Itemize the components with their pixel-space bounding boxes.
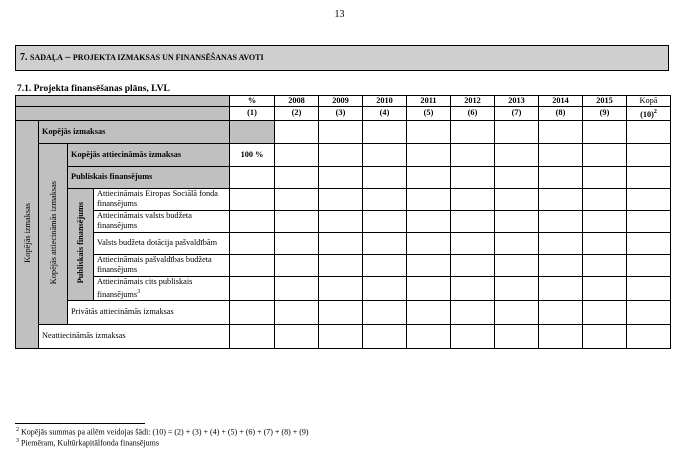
- subsection-title: 7.1. Projekta finansēšanas plāns, LVL: [17, 84, 170, 94]
- header-cell: (4): [363, 107, 407, 121]
- header-cell: (3): [319, 107, 363, 121]
- data-cell: [451, 324, 495, 348]
- data-cell: [583, 120, 627, 143]
- header-cell: 2010: [363, 96, 407, 107]
- data-cell: [407, 166, 451, 188]
- header-cell: (6): [451, 107, 495, 121]
- vertical-label-public: Publiskais finansējums: [68, 188, 94, 300]
- data-cell: [451, 232, 495, 254]
- header-cell: 2015: [583, 96, 627, 107]
- table-row: [16, 210, 671, 232]
- row-label: Privātās attiecināmās izmaksas: [68, 300, 230, 324]
- data-cell: [363, 210, 407, 232]
- row-label: Kopējās izmaksas: [39, 120, 230, 143]
- data-cell: [495, 300, 539, 324]
- header-cell: (8): [539, 107, 583, 121]
- data-cell: [275, 254, 319, 276]
- percent-cell: 100 %: [230, 143, 275, 166]
- data-cell: [451, 188, 495, 210]
- data-cell: [539, 210, 583, 232]
- data-cell: [319, 232, 363, 254]
- data-cell: [407, 300, 451, 324]
- data-cell: [539, 188, 583, 210]
- data-cell: [363, 276, 407, 300]
- financing-plan-table: [15, 95, 671, 349]
- data-cell: [583, 232, 627, 254]
- footnote: [16, 427, 309, 437]
- vertical-label-total: Kopējās izmaksas: [16, 120, 39, 348]
- data-cell: [363, 232, 407, 254]
- data-cell: [407, 210, 451, 232]
- header-row-years: [16, 96, 671, 107]
- table-row: [16, 120, 671, 143]
- data-cell: [230, 300, 275, 324]
- data-cell: [451, 300, 495, 324]
- data-cell: [451, 276, 495, 300]
- footnote-text: Piemēram, Kultūrkapitālfonda finansējums: [21, 438, 159, 448]
- data-cell: [363, 166, 407, 188]
- data-cell: [627, 188, 671, 210]
- data-cell: [495, 232, 539, 254]
- header-cell: 2014: [539, 96, 583, 107]
- data-cell: [495, 324, 539, 348]
- data-cell: [539, 300, 583, 324]
- data-cell: [230, 232, 275, 254]
- header-cell: 2008: [275, 96, 319, 107]
- data-cell: [495, 276, 539, 300]
- footnote-divider: [15, 423, 145, 424]
- section-dash: –: [65, 52, 71, 63]
- header-cell: (2): [275, 107, 319, 121]
- data-cell: [583, 276, 627, 300]
- footnote-mark: 2: [653, 109, 657, 115]
- page-number: 13: [334, 9, 345, 20]
- header-cell: (5): [407, 107, 451, 121]
- row-label: Kopējās attiecināmās izmaksas: [68, 143, 230, 166]
- table-row: [16, 166, 671, 188]
- data-cell: [539, 324, 583, 348]
- data-cell: [495, 120, 539, 143]
- table-row: [16, 188, 671, 210]
- section-number: 7.: [20, 52, 28, 63]
- data-cell: [539, 232, 583, 254]
- data-cell: [275, 143, 319, 166]
- data-cell: [407, 188, 451, 210]
- row-label: Publiskais finansējums: [68, 166, 230, 188]
- data-cell: [627, 276, 671, 300]
- footnote-mark: 3: [137, 288, 141, 295]
- row-label: Attiecināmais Eiropas Sociālā fonda finansējums: [94, 188, 230, 210]
- row-label: Neattiecināmās izmaksas: [39, 324, 230, 348]
- data-cell: [451, 210, 495, 232]
- data-cell: [407, 143, 451, 166]
- data-cell: [363, 254, 407, 276]
- data-cell: [539, 254, 583, 276]
- data-cell: [275, 232, 319, 254]
- data-cell: [407, 232, 451, 254]
- data-cell: [275, 210, 319, 232]
- row-label: Attiecināmais valsts budžeta finansējums: [94, 210, 230, 232]
- data-cell: [583, 143, 627, 166]
- data-cell: [627, 120, 671, 143]
- data-cell: [319, 210, 363, 232]
- data-cell: [539, 143, 583, 166]
- data-cell: [583, 166, 627, 188]
- table-row: [16, 254, 671, 276]
- data-cell: [627, 210, 671, 232]
- row-label-text: Attiecināmais cits publiskais finansējums: [97, 276, 193, 299]
- data-cell: [407, 254, 451, 276]
- row-label: [94, 276, 230, 300]
- table-row: [16, 276, 671, 300]
- data-cell: [495, 188, 539, 210]
- data-cell: [627, 166, 671, 188]
- header-cell: (1): [230, 107, 275, 121]
- data-cell: [230, 276, 275, 300]
- header-cell: %: [230, 96, 275, 107]
- section-word: SADAĻA: [30, 53, 63, 62]
- data-cell: [539, 166, 583, 188]
- data-cell: [230, 210, 275, 232]
- data-cell: [583, 210, 627, 232]
- footnote-mark: 2: [16, 427, 19, 433]
- data-cell: [363, 143, 407, 166]
- data-cell: [363, 188, 407, 210]
- data-cell: [275, 166, 319, 188]
- data-cell: [319, 276, 363, 300]
- data-cell: [275, 276, 319, 300]
- header-blank: [16, 96, 230, 107]
- data-cell: [275, 188, 319, 210]
- data-cell: [407, 276, 451, 300]
- data-cell: [275, 324, 319, 348]
- data-cell: [451, 254, 495, 276]
- header-cell: [627, 107, 671, 121]
- footnote-mark: 3: [16, 438, 19, 444]
- data-cell: [583, 324, 627, 348]
- data-cell: [451, 143, 495, 166]
- data-cell: [319, 188, 363, 210]
- section-title: PROJEKTA IZMAKSAS UN FINANSĒŠANAS AVOTI: [72, 53, 264, 62]
- header-blank: [16, 107, 230, 121]
- vertical-label-eligible: Kopējās attiecināmās izmaksas: [39, 143, 68, 324]
- data-cell: [230, 188, 275, 210]
- data-cell: [407, 120, 451, 143]
- data-cell: [230, 166, 275, 188]
- header-cell: 2013: [495, 96, 539, 107]
- footnote: [16, 438, 159, 448]
- data-cell: [627, 324, 671, 348]
- table-row: [16, 143, 671, 166]
- data-cell: [583, 300, 627, 324]
- data-cell: [319, 120, 363, 143]
- header-cell-text: (10): [640, 109, 654, 119]
- data-cell: [451, 166, 495, 188]
- table-row: [16, 300, 671, 324]
- data-cell: [319, 166, 363, 188]
- data-cell: [230, 120, 275, 143]
- header-row-numbers: [16, 107, 671, 121]
- header-cell: 2012: [451, 96, 495, 107]
- row-label: Attiecināmais pašvaldības budžeta finansējums: [94, 254, 230, 276]
- data-cell: [275, 120, 319, 143]
- data-cell: [451, 120, 495, 143]
- data-cell: [275, 300, 319, 324]
- data-cell: [495, 254, 539, 276]
- header-cell: (9): [583, 107, 627, 121]
- data-cell: [495, 166, 539, 188]
- row-label: Valsts budžeta dotācija pašvaldībām: [94, 232, 230, 254]
- header-cell: Kopā: [627, 96, 671, 107]
- data-cell: [627, 300, 671, 324]
- table-row: [16, 324, 671, 348]
- data-cell: [230, 324, 275, 348]
- data-cell: [627, 232, 671, 254]
- data-cell: [363, 324, 407, 348]
- header-cell: 2011: [407, 96, 451, 107]
- table-row: [16, 232, 671, 254]
- data-cell: [407, 324, 451, 348]
- footnote-text: Kopējās summas pa ailēm veidojas šādi: (10) = (2) + (3) + (4) + (5) + (6) + (7) + (8) + (9): [21, 427, 309, 437]
- data-cell: [539, 120, 583, 143]
- data-cell: [319, 324, 363, 348]
- data-cell: [495, 143, 539, 166]
- section-header: [15, 45, 669, 71]
- data-cell: [319, 143, 363, 166]
- header-cell: (7): [495, 107, 539, 121]
- header-cell: 2009: [319, 96, 363, 107]
- data-cell: [319, 254, 363, 276]
- data-cell: [539, 276, 583, 300]
- data-cell: [627, 143, 671, 166]
- data-cell: [627, 254, 671, 276]
- data-cell: [495, 210, 539, 232]
- data-cell: [363, 300, 407, 324]
- data-cell: [363, 120, 407, 143]
- data-cell: [230, 254, 275, 276]
- data-cell: [583, 254, 627, 276]
- data-cell: [319, 300, 363, 324]
- data-cell: [583, 188, 627, 210]
